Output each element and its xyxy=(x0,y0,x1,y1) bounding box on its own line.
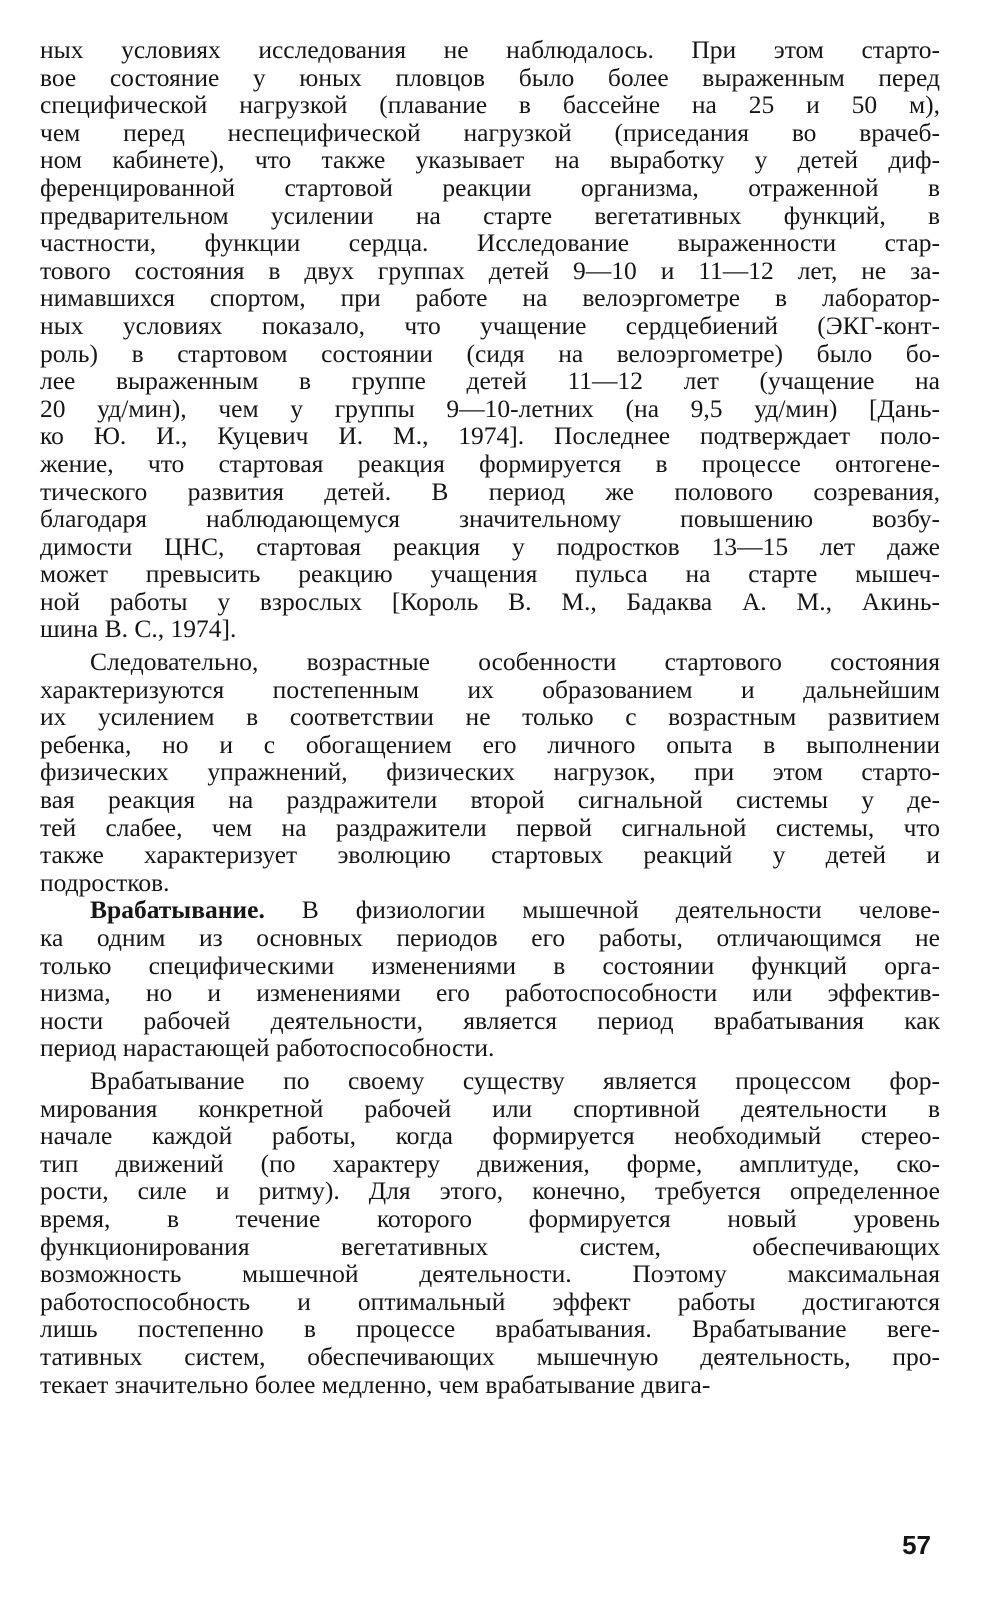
text-line: также характеризует эволюцию стартовых реакций у детей и xyxy=(40,840,940,870)
text-line: их усилением в соответствии не только с возрастным развитием xyxy=(40,702,940,732)
text-line: специфической нагрузкой (плавание в бассейне на 25 и 50 м), xyxy=(40,90,940,120)
text-line: ной работы у взрослых [Король В. М., Бадаква А. М., Акинь- xyxy=(40,586,940,616)
text-line: тип движений (по характеру движения, форме, амплитуде, ско- xyxy=(40,1148,940,1178)
text-line: мирования конкретной рабочей или спортивной деятельности в xyxy=(40,1093,940,1123)
text-line: нимавшихся спортом, при работе на велоэргометре в лаборатор- xyxy=(40,283,940,313)
text-line: благодаря наблюдающемуся значительному повышению возбу- xyxy=(40,504,940,534)
paragraph-3 xyxy=(40,896,940,1062)
text-line: возможность мышечной деятельности. Поэтому максимальная xyxy=(40,1259,940,1289)
text-line: физических упражнений, физических нагрузок, при этом старто- xyxy=(40,757,940,787)
text-line: Врабатывание по своему существу является процессом фор- xyxy=(90,1065,940,1095)
paragraph-1 xyxy=(40,36,940,643)
text-line: димости ЦНС, стартовая реакция у подростков 13—15 лет даже xyxy=(40,531,940,561)
text-line: функционирования вегетативных систем, обеспечивающих xyxy=(40,1231,940,1261)
text-line: работоспособность и оптимальный эффект работы достигаются xyxy=(40,1286,940,1316)
text-line: ных условиях показало, что учащение сердцебиений (ЭКГ-конт- xyxy=(40,310,940,340)
text-line: вое состояние у юных пловцов было более выраженным перед xyxy=(40,62,940,92)
text-line: тового состояния в двух группах детей 9—10 и 11—12 лет, не за- xyxy=(40,255,940,285)
text-line: лишь постепенно в процессе врабатывания. Врабатывание веге- xyxy=(40,1314,940,1344)
text-line: текает значительно более медленно, чем врабатывание двига- xyxy=(40,1369,711,1399)
text-line: может превысить реакцию учащения пульса на старте мышеч- xyxy=(40,559,940,589)
page-number: 57 xyxy=(902,1530,931,1560)
text-line: низма, но и изменениями его работоспособности или эффектив- xyxy=(40,978,940,1008)
text-line: рости, силе и ритму). Для этого, конечно, требуется определенное xyxy=(40,1176,940,1206)
text-line: тического развития детей. В период же полового созревания, xyxy=(40,476,940,506)
page-body xyxy=(40,36,940,1398)
text-line: лее выраженным в группе детей 11—12 лет (учащение на xyxy=(40,366,940,396)
text-line: ка одним из основных периодов его работы, отличающимся не xyxy=(40,923,940,952)
text-line: характеризуются постепенным их образованием и дальнейшим xyxy=(40,674,940,704)
text-line: ности рабочей деятельности, является период врабатывания как xyxy=(40,1005,940,1035)
text-line: тативных систем, обеспечивающих мышечную деятельность, про- xyxy=(40,1341,940,1371)
text-line: ном кабинете), что также указывает на выработку у детей диф- xyxy=(40,145,940,175)
text-line: тей слабее, чем на раздражители первой сигнальной системы, что xyxy=(40,812,940,842)
text-line: жение, что стартовая реакция формируется в процессе онтогене- xyxy=(40,448,940,478)
run-in-heading: Врабатывание. xyxy=(90,895,265,925)
text-line: ребенка, но и с обогащением его личного опыта в выполнении xyxy=(40,729,940,759)
text-line: подростков. xyxy=(40,867,170,897)
text-line: период нарастающей работоспособности. xyxy=(40,1033,495,1063)
text-line: роль) в стартовом состоянии (сидя на велоэргометре) было бо- xyxy=(40,338,940,368)
paragraph-4 xyxy=(40,1067,940,1398)
text-line: вая реакция на раздражители второй сигнальной системы у де- xyxy=(40,785,940,815)
text-line: частности, функции сердца. Исследование выраженности стар- xyxy=(40,228,940,258)
text-line: ко Ю. И., Куцевич И. М., 1974]. Последнее подтверждает поло- xyxy=(40,421,940,451)
text-line: начале каждой работы, когда формируется необходимый стерео- xyxy=(40,1121,940,1151)
text-line: шина В. С., 1974]. xyxy=(40,614,237,644)
text-line: ных условиях исследования не наблюдалось. При этом старто- xyxy=(40,35,940,64)
text-line: только специфическими изменениями в состоянии функций орга- xyxy=(40,950,940,980)
text-line: ференцированной стартовой реакции организма, отраженной в xyxy=(40,172,940,202)
paragraph-2 xyxy=(40,648,940,896)
text-line: Следовательно, возрастные особенности стартового состояния xyxy=(90,647,940,677)
text-line: Врабатывание. В физиологии мышечной деятельности челове- xyxy=(90,895,940,925)
text-line: чем перед неспецифической нагрузкой (приседания во врачеб- xyxy=(40,117,940,147)
text-line: время, в течение которого формируется новый уровень xyxy=(40,1203,940,1233)
text-line: предварительном усилении на старте вегетативных функций, в xyxy=(40,200,940,230)
text-line: 20 уд/мин), чем у группы 9—10-летних (на 9,5 уд/мин) [Дань- xyxy=(40,393,940,423)
